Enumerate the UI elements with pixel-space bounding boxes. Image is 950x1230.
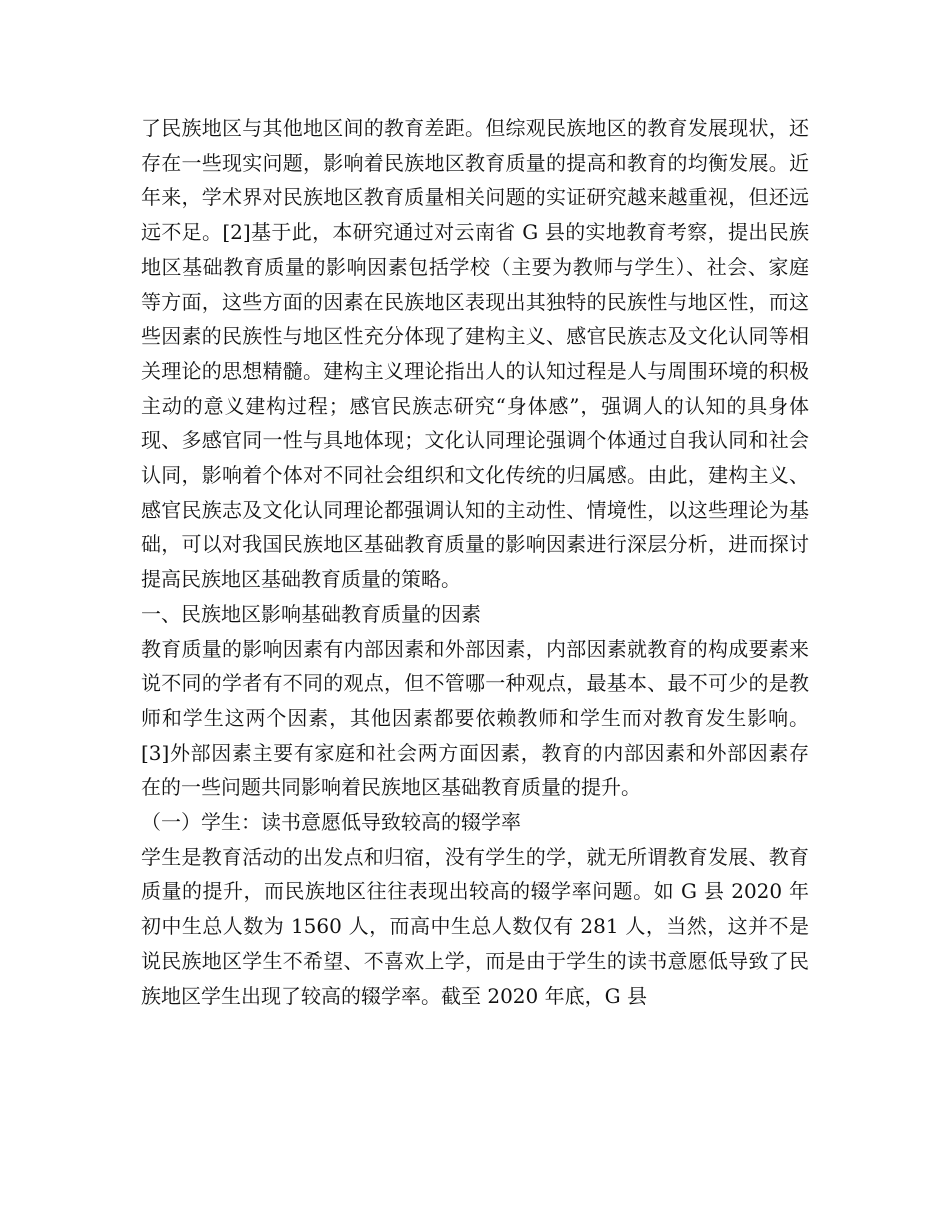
paragraph-intro: 了民族地区与其他地区间的教育差距。但综观民族地区的教育发展现状，还存在一些现实问题，影响着民族地区教育质量的提高和教育的均衡发展。近年来，学术界对民族地区教育质量相关问题的实证研究越来越重视，但还远远不足。[2]基于此，本研究通过对云南省 G 县的实地教育考察，提出民族地区基础教育质量的影响因素包括学校（主要为教师与学生）、社会、家庭等方面，这些方面的因素在民族地区表现出其独特的民族性与地区性，而这些因素的民族性与地区性充分体现了建构主义、感官民族志及文化认同等相关理论的思想精髓。建构主义理论指出人的认知过程是人与周围环境的积极主动的意义建构过程；感官民族志研究“身体感”，强调人的认知的具身体现、多感官同一性与具地体现；文化认同理论强调个体通过自我认同和社会认同，影响着个体对不同社会组织和文化传统的归属感。由此，建构主义、感官民族志及文化认同理论都强调认知的主动性、情境性，以这些理论为基础，可以对我国民族地区基础教育质量的影响因素进行深层分析，进而探讨提高民族地区基础教育质量的策略。 [141, 116, 809, 592]
document-body [141, 111, 809, 1013]
subsection-heading-students: （一）学生：读书意愿低导致较高的辍学率 [141, 810, 521, 835]
paragraph-students: 学生是教育活动的出发点和归宿，没有学生的学，就无所谓教育发展、教育质量的提升，而民族地区往往表现出较高的辍学率问题。如 G 县 2020 年初中生总人数为 1560 人，而高中生总人数仅有 281 人，当然，这并不是说民族地区学生不希望、不喜欢上学，而是由于学生的读书意愿低导致了民族地区学生出现了较高的辍学率。截至 2020 年底，G 县 [141, 844, 809, 1008]
paragraph-factors: 教育质量的影响因素有内部因素和外部因素，内部因素就教育的构成要素来说不同的学者有不同的观点，但不管哪一种观点，最基本、最不可少的是教师和学生这两个因素，其他因素都要依赖教师和学生而对教育发生影响。[3]外部因素主要有家庭和社会两方面因素，教育的内部因素和外部因素存在的一些问题共同影响着民族地区基础教育质量的提升。 [141, 636, 809, 800]
section-heading-factors: 一、民族地区影响基础教育质量的因素 [141, 601, 481, 626]
